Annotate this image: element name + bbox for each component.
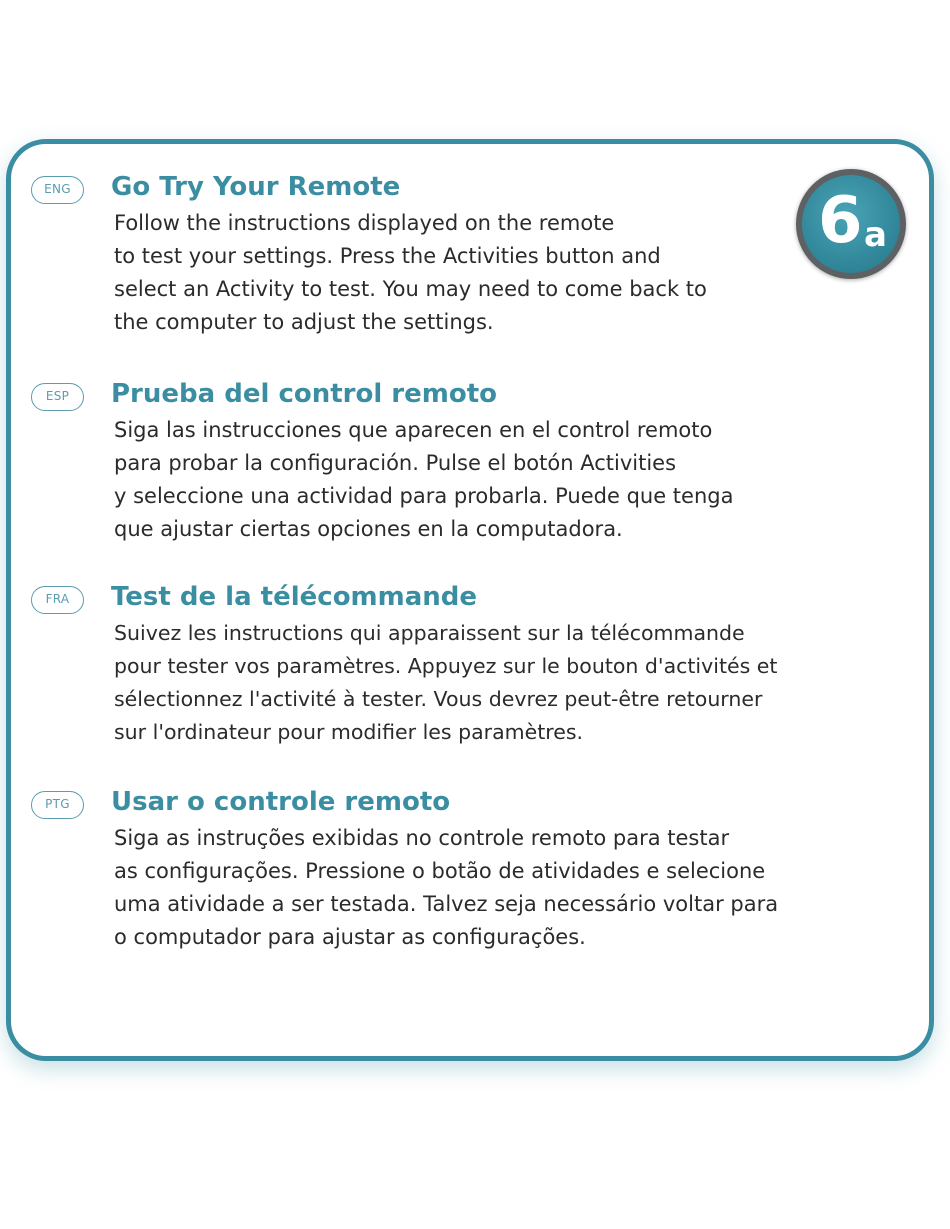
step-suffix: a — [864, 215, 887, 255]
section-body-esp — [114, 414, 733, 546]
body-line: select an Activity to test. You may need to come back to — [114, 277, 707, 301]
body-line: the computer to adjust the settings. — [114, 310, 494, 334]
section-title-ptg: Usar o controle remoto — [111, 787, 451, 817]
section-body-fra — [114, 617, 777, 749]
body-line: sélectionnez l'activité à tester. Vous devrez peut-être retourner — [114, 687, 763, 711]
body-line: sur l'ordinateur pour modifier les paramètres. — [114, 720, 584, 744]
body-line: Suivez les instructions qui apparaissent sur la télécommande — [114, 621, 745, 645]
instruction-card — [6, 139, 934, 1061]
body-line: Siga las instrucciones que aparecen en el control remoto — [114, 418, 713, 442]
body-line: y seleccione una actividad para probarla. Puede que tenga — [114, 484, 734, 508]
body-line: o computador para ajustar as configurações. — [114, 925, 586, 949]
body-line: Follow the instructions displayed on the remote — [114, 211, 615, 235]
section-title-fra: Test de la télécommande — [111, 582, 478, 612]
body-line: pour tester vos paramètres. Appuyez sur le bouton d'activités et — [114, 654, 778, 678]
step-badge-inner — [802, 175, 900, 273]
body-line: uma atividade a ser testada. Talvez seja necessário voltar para — [114, 892, 779, 916]
body-line: as configurações. Pressione o botão de atividades e selecione — [114, 859, 766, 883]
step-number: 6 — [818, 184, 863, 258]
section-body-eng — [114, 207, 707, 339]
section-body-ptg — [114, 822, 778, 954]
body-line: que ajustar ciertas opciones en la computadora. — [114, 517, 623, 541]
body-line: Siga as instruções exibidas no controle remoto para testar — [114, 826, 730, 850]
body-line: to test your settings. Press the Activities button and — [114, 244, 661, 268]
lang-tag-fra: FRA — [31, 586, 84, 614]
lang-tag-esp: ESP — [31, 383, 84, 411]
lang-tag-ptg: PTG — [31, 791, 84, 819]
lang-tag-eng: ENG — [31, 176, 84, 204]
section-title-esp: Prueba del control remoto — [111, 379, 498, 409]
step-badge — [796, 169, 906, 279]
section-title-eng: Go Try Your Remote — [111, 172, 401, 202]
body-line: para probar la configuración. Pulse el botón Activities — [114, 451, 677, 475]
